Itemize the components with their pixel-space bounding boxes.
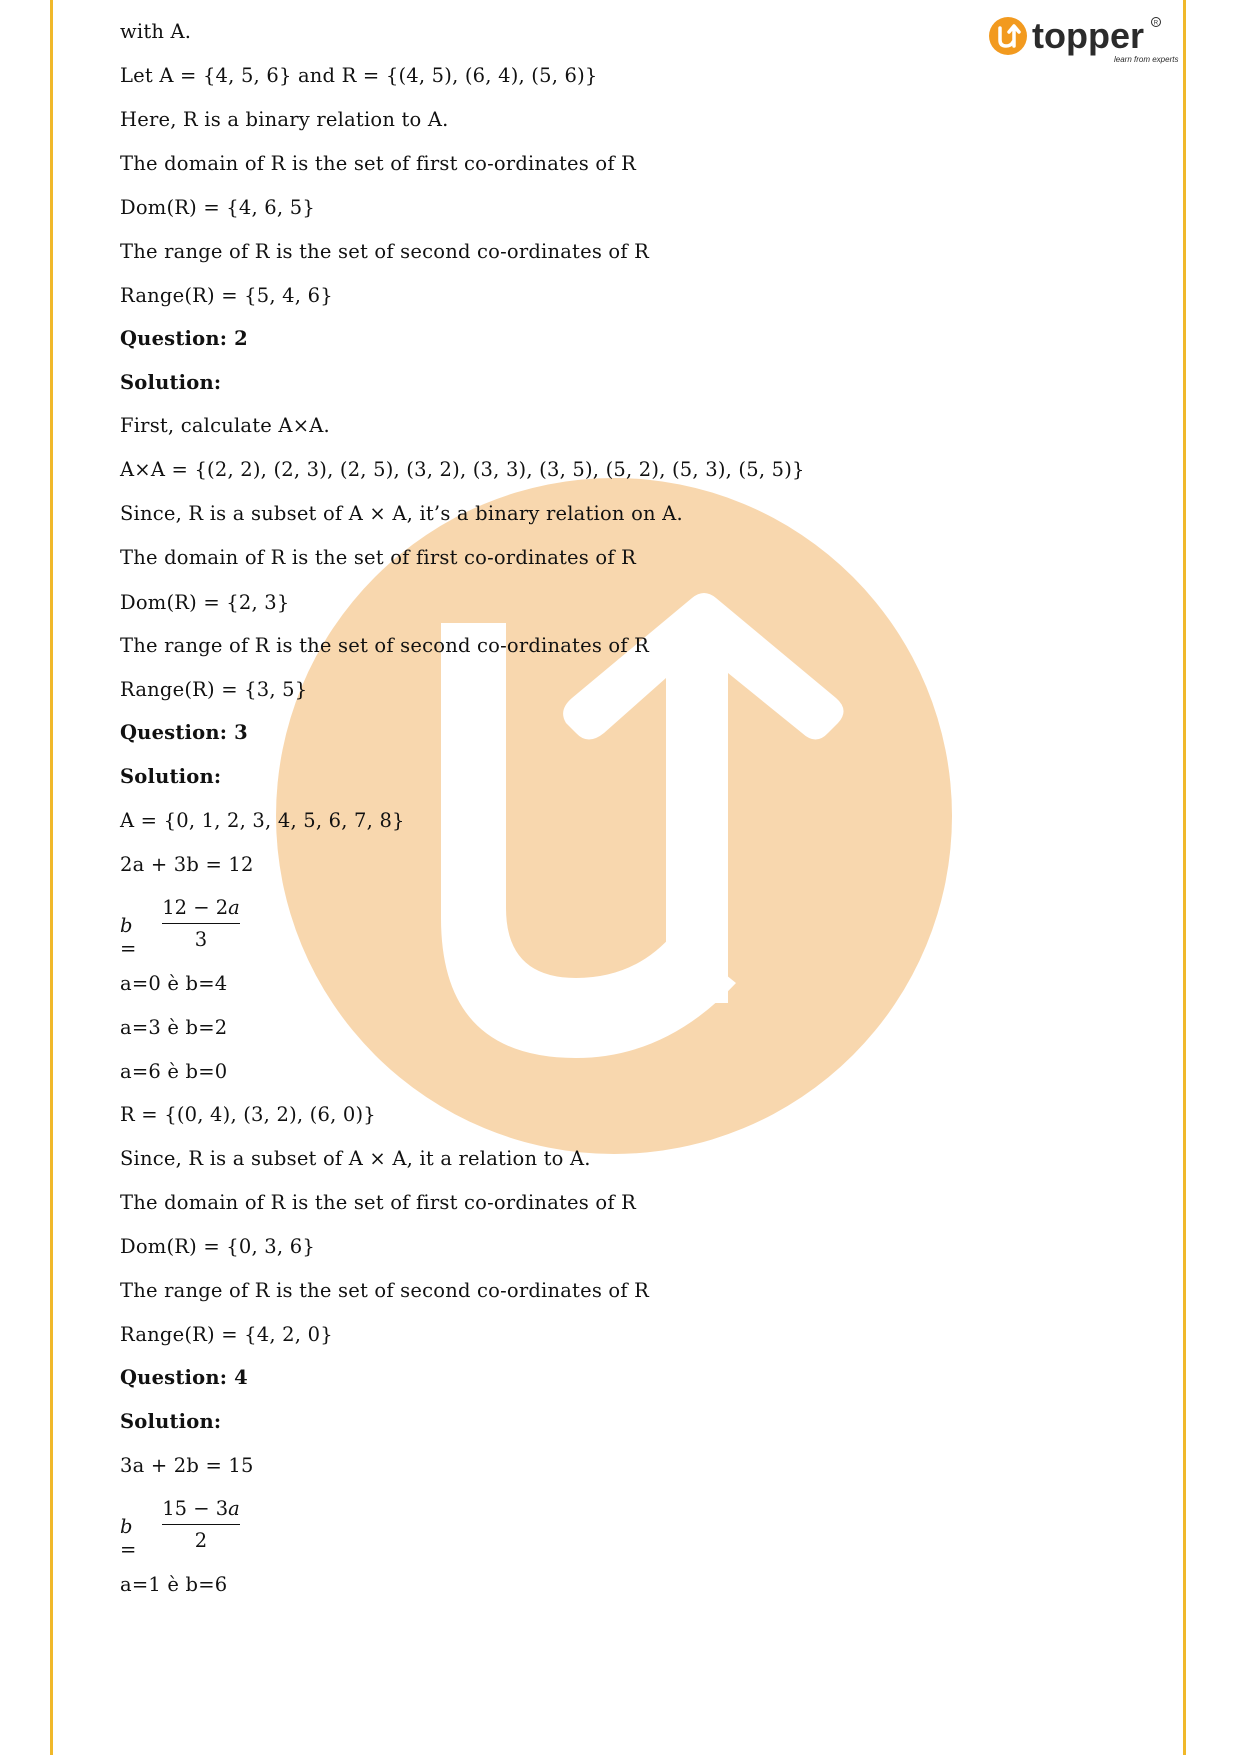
solution-heading: Solution: (120, 765, 222, 788)
text-line: First, calculate A×A. (120, 414, 330, 437)
text-line: Dom(R) = {4, 6, 5} (120, 196, 315, 219)
text-line: A×A = {(2, 2), (2, 3), (2, 5), (3, 2), (3, 3), (3, 5), (5, 2), (5, 3), (5, 5)} (120, 458, 805, 481)
svg-text:R: R (1153, 20, 1159, 27)
brand-logo (988, 14, 1179, 70)
text-line: Dom(R) = {0, 3, 6} (120, 1235, 315, 1258)
text-line: Since, R is a subset of A × A, it a relation to A. (120, 1147, 591, 1170)
text-line: with A. (120, 20, 192, 43)
text-line: Here, R is a binary relation to A. (120, 108, 449, 131)
question-heading: Question: 4 (120, 1366, 248, 1389)
text-line: The range of R is the set of second co-ordinates of R (120, 1279, 650, 1302)
text-line: Since, R is a subset of A × A, it’s a binary relation on A. (120, 502, 683, 525)
text-line: 2a + 3b = 12 (120, 853, 254, 876)
solution-heading: Solution: (120, 1410, 222, 1433)
text-line: a=1 è b=6 (120, 1573, 228, 1596)
text-line: 3a + 2b = 15 (120, 1454, 254, 1477)
text-line: A = {0, 1, 2, 3, 4, 5, 6, 7, 8} (120, 809, 405, 832)
text-line: Dom(R) = {2, 3} (120, 591, 290, 614)
text-line: Range(R) = {5, 4, 6} (120, 284, 333, 307)
text-line: The range of R is the set of second co-ordinates of R (120, 240, 650, 263)
text-line: The domain of R is the set of first co-ordinates of R (120, 1191, 637, 1214)
solution-heading: Solution: (120, 371, 222, 394)
question-heading: Question: 2 (120, 327, 248, 350)
logo-wordmark: topper (1032, 15, 1144, 56)
logo-tagline: learn from experts (1114, 55, 1179, 64)
text-line: Let A = {4, 5, 6} and R = {(4, 5), (6, 4), (5, 6)} (120, 64, 598, 87)
text-line: a=0 è b=4 (120, 972, 228, 995)
text-line: The range of R is the set of second co-ordinates of R (120, 634, 650, 657)
text-line: a=6 è b=0 (120, 1060, 228, 1083)
text-line: Range(R) = {3, 5} (120, 678, 308, 701)
text-line: The domain of R is the set of first co-ordinates of R (120, 546, 637, 569)
logo-mark-circle (989, 17, 1027, 55)
text-line: The domain of R is the set of first co-ordinates of R (120, 152, 637, 175)
question-heading: Question: 3 (120, 721, 248, 744)
text-line: R = {(0, 4), (3, 2), (6, 0)} (120, 1103, 376, 1126)
text-line: Range(R) = {4, 2, 0} (120, 1323, 333, 1346)
text-line: a=3 è b=2 (120, 1016, 228, 1039)
